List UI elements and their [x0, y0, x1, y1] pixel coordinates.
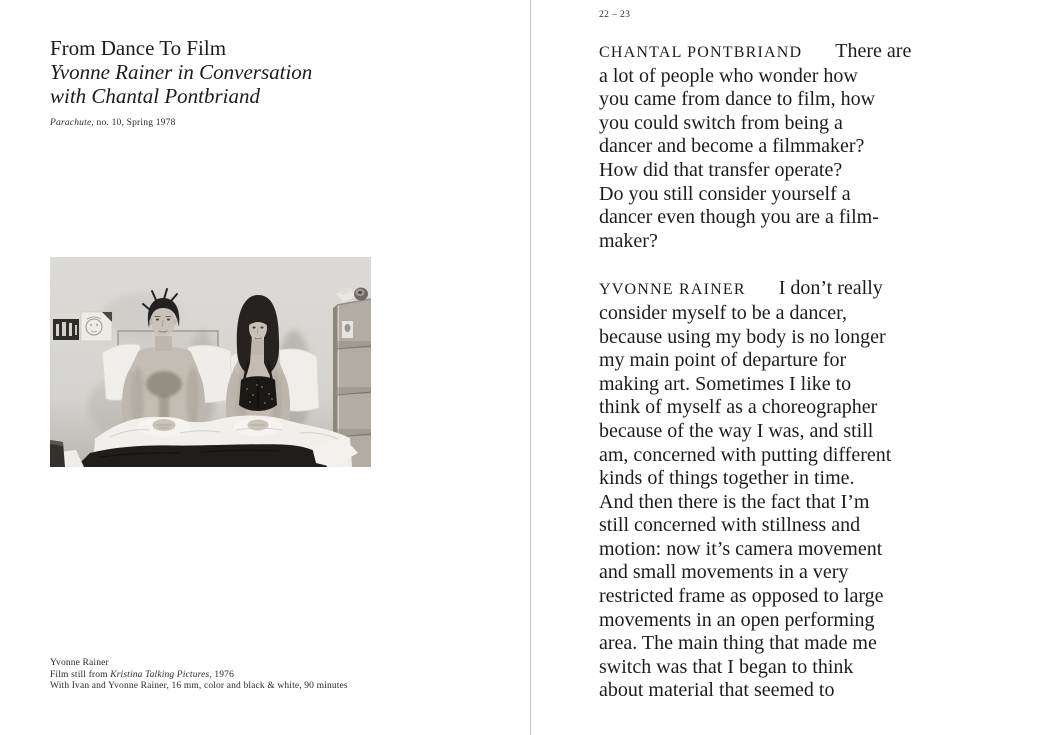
- film-still-illustration: [50, 257, 371, 467]
- publication-name: Parachute: [50, 118, 92, 128]
- dialogue-line: restricted frame as opposed to large: [599, 585, 884, 608]
- dialogue-line: Do you still consider yourself a: [599, 182, 851, 205]
- dialogue-line: movements in an open performing: [599, 608, 875, 631]
- dialogue-line: consider myself to be a dancer,: [599, 301, 847, 324]
- dialogue-line: because using my body is no longer: [599, 325, 886, 348]
- dialogue-line: a lot of people who wonder how: [599, 64, 858, 87]
- dialogue-line: about material that seemed to: [599, 679, 835, 702]
- dialogue-text: I don’t really: [778, 277, 883, 300]
- article-subtitle-line-2: with Chantal Pontbriand: [50, 84, 261, 108]
- dialogue-paragraph: [599, 277, 944, 703]
- speaker-label: YVONNE RAINER: [599, 281, 746, 299]
- dialogue-line: kinds of things together in time.: [599, 467, 855, 490]
- film-still-photo: [50, 257, 371, 467]
- dialogue-line: area. The main thing that made me: [599, 632, 877, 655]
- dialogue-line: dancer and become a filmmaker?: [599, 135, 865, 158]
- dialogue-line: And then there is the fact that I’m: [599, 490, 870, 513]
- caption-line-2: Film still from Kristina Talking Pictures, 1976: [50, 669, 234, 680]
- photo-caption: [50, 658, 348, 693]
- dialogue-line: and small movements in a very: [599, 561, 849, 584]
- dialogue-line: because of the way I was, and still: [599, 419, 874, 442]
- dialogue-text: There are: [835, 40, 912, 62]
- publication-issue: , no. 10, Spring 1978: [91, 118, 176, 128]
- caption-line-3: With Ivan and Yvonne Rainer, 16 mm, color and black & white, 90 minutes: [50, 681, 348, 691]
- dialogue-line: think of myself as a choreographer: [599, 396, 878, 419]
- dialogue-line: am, concerned with putting different: [599, 443, 892, 466]
- nightstand: [50, 440, 65, 467]
- article-title: From Dance To Film: [50, 36, 227, 60]
- dialogue-line: you could switch from being a: [599, 111, 843, 134]
- page-folio: 22 – 23: [599, 10, 631, 20]
- publication-source: [50, 118, 176, 128]
- dialogue-line: [599, 40, 944, 65]
- article-title-block: [50, 36, 312, 108]
- caption-line-1: Yvonne Rainer: [50, 658, 109, 668]
- film-title: Kristina Talking Pictures: [110, 669, 210, 680]
- page-gutter-divider: [530, 0, 531, 735]
- dialogue-line: maker?: [599, 229, 658, 252]
- dialogue-paragraph: [599, 40, 944, 253]
- article-subtitle-line-1: Yvonne Rainer in Conversation: [50, 60, 313, 84]
- wall-pictures: [53, 312, 112, 341]
- dialogue-line: my main point of departure for: [599, 349, 847, 372]
- dialogue-line: making art. Sometimes I like to: [599, 372, 852, 395]
- speaker-label: CHANTAL PONTBRIAND: [599, 44, 803, 61]
- dialogue-line: still concerned with stillness and: [599, 514, 861, 537]
- dialogue-line: motion: now it’s camera movement: [599, 537, 883, 560]
- dialogue: [599, 40, 944, 727]
- dialogue-line: switch was that I began to think: [599, 655, 854, 678]
- dialogue-line: you came from dance to film, how: [599, 88, 876, 111]
- dialogue-line: How did that transfer operate?: [599, 158, 843, 181]
- dialogue-line: dancer even though you are a film-: [599, 206, 879, 229]
- dialogue-line: [599, 277, 944, 302]
